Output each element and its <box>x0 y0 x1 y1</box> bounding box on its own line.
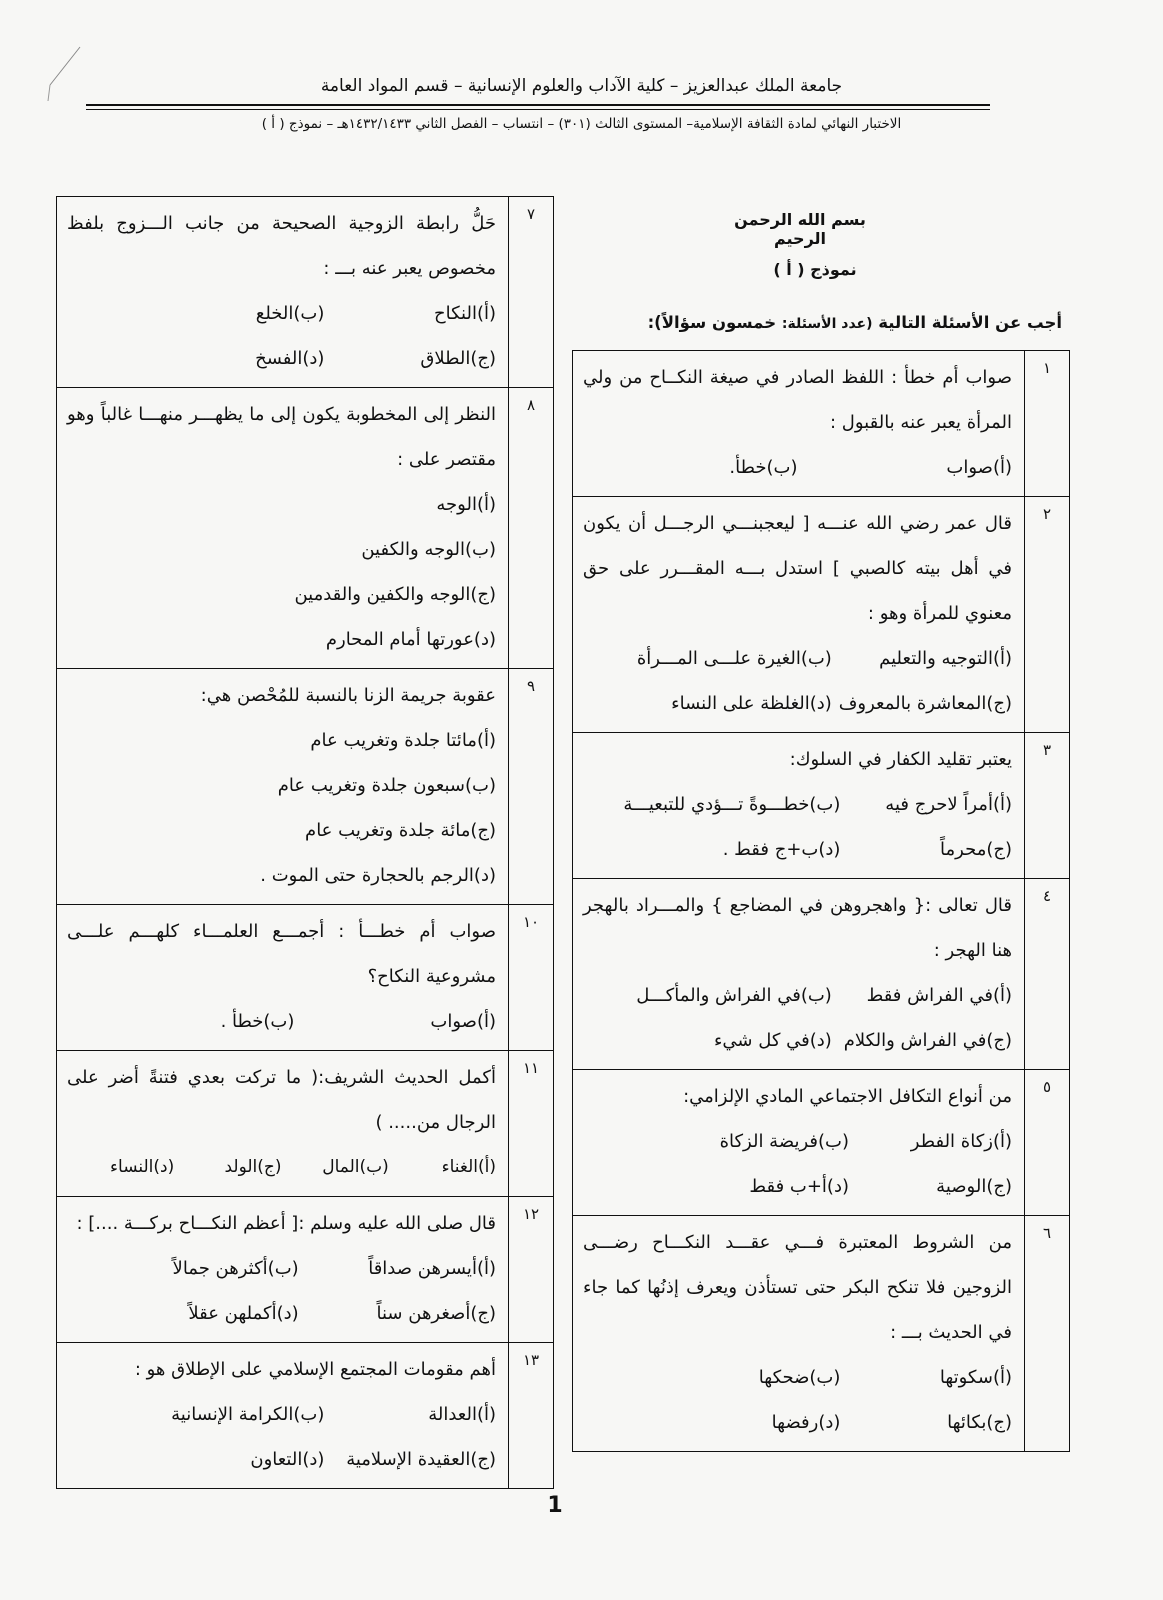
option: (د)رفضها <box>771 1412 841 1433</box>
option: (ج)الوصية <box>936 1176 1012 1197</box>
question-row <box>573 351 1070 497</box>
question-number: ١١ <box>509 1051 554 1197</box>
question-count-value: خمسون سؤالاً): <box>647 313 777 332</box>
question-body <box>57 905 509 1051</box>
option: (أ)أيسرهن صداقاً <box>368 1258 496 1279</box>
question-number: ٩ <box>509 669 554 905</box>
question-number: ١٣ <box>509 1343 554 1489</box>
question-options <box>583 1119 1012 1209</box>
option: (د)الرجم بالحجارة حتى الموت . <box>260 865 496 886</box>
option: (ب)خطأ. <box>729 457 798 478</box>
question-options <box>67 999 496 1044</box>
option: (أ)زكاة الفطر <box>910 1131 1012 1152</box>
question-body <box>57 388 509 669</box>
option: (ب)أكثرهن جمالاً <box>172 1258 299 1279</box>
question-row <box>573 1216 1070 1452</box>
scan-mark <box>20 45 90 105</box>
option: (ج)مائة جلدة وتغريب عام <box>305 820 496 841</box>
question-number: ٢ <box>1025 497 1070 733</box>
option: (أ)العدالة <box>428 1404 496 1425</box>
option: (أ)التوجيه والتعليم <box>879 648 1012 669</box>
question-row <box>573 497 1070 733</box>
question-text: صواب أم خطأ : اللفظ الصادر في صيغة النكــاح من ولي المرأة يعبر عنه بالقبول : <box>583 367 1012 433</box>
question-body <box>573 1216 1025 1452</box>
question-text: عقوبة جريمة الزنا بالنسبة للمُحْصن هي: <box>200 685 496 706</box>
question-row <box>573 879 1070 1070</box>
option: (ج)المعاشرة بالمعروف <box>838 693 1012 714</box>
option: (ج)الطلاق <box>420 348 496 369</box>
question-row <box>57 388 554 669</box>
question-options <box>583 636 1012 726</box>
question-text: قال عمر رضي الله عنـــه [ ليعجبنـــي الرجـــل أن يكون في أهل بيته كالصبي ] استدل بـــه المقـــرر على حق معنوي للمرأة وهو : <box>583 513 1012 624</box>
question-options <box>67 1392 496 1482</box>
question-options <box>67 291 496 381</box>
option: (ج)محرماً <box>940 839 1012 860</box>
question-body <box>573 733 1025 879</box>
question-text: قال تعالى :{ واهجروهن في المضاجع } والمـــراد بالهجر هنا الهجر : <box>583 895 1012 961</box>
instruction <box>600 313 1062 332</box>
question-options <box>67 718 496 898</box>
option: (ب)سبعون جلدة وتغريب عام <box>277 775 496 796</box>
question-text: أكمل الحديث الشريف:( ما تركت بعدي فتنةً أضر على الرجال من..... ) <box>67 1067 496 1133</box>
question-number: ٦ <box>1025 1216 1070 1452</box>
option: (ب)الكرامة الإنسانية <box>171 1404 325 1425</box>
question-options <box>67 1246 496 1336</box>
question-body <box>57 1343 509 1489</box>
question-body <box>573 879 1025 1070</box>
option: (د)أكملهن عقلاً <box>188 1303 299 1324</box>
question-body <box>57 1197 509 1343</box>
question-row <box>57 197 554 388</box>
option: (أ)في الفراش فقط <box>866 985 1012 1006</box>
question-text: صواب أم خطـــأ : أجمـــع العلمـــاء كلهـــم علـــى مشروعية النكاح؟ <box>67 921 496 987</box>
option: (د)الغلظة على النساء <box>671 693 832 714</box>
question-number: ١ <box>1025 351 1070 497</box>
option: (ج)بكائها <box>947 1412 1012 1433</box>
option: (ب)الخلع <box>255 303 325 324</box>
question-text: النظر إلى المخطوبة يكون إلى ما يظهـــر منهـــا غالباً وهو مقتصر على : <box>67 404 496 470</box>
option: (ج)الولد <box>224 1157 282 1177</box>
option: (ج)الوجه والكفين والقدمين <box>294 584 496 605</box>
question-number: ١٢ <box>509 1197 554 1343</box>
question-text: قال صلى الله عليه وسلم :[ أعظم النكـــاح بركـــة ....] : <box>76 1213 496 1234</box>
question-body <box>573 351 1025 497</box>
questions-table-right <box>572 350 1070 1452</box>
option: (أ)النكاح <box>433 303 496 324</box>
question-options <box>67 482 496 662</box>
question-options <box>583 445 1012 490</box>
question-text: من أنواع التكافل الاجتماعي المادي الإلزامي: <box>683 1086 1012 1107</box>
option: (أ)الغناء <box>441 1157 496 1177</box>
option: (ب)خطأ . <box>220 1011 295 1032</box>
question-row <box>57 669 554 905</box>
question-text: حَلُّ رابطة الزوجية الصحيحة من جانب الـــزوج بلفظ مخصوص يعبر عنه بـــ : <box>67 213 496 279</box>
question-options <box>67 1145 496 1190</box>
question-options <box>583 1355 1012 1445</box>
option: (أ)الوجه <box>436 494 496 515</box>
question-body <box>573 497 1025 733</box>
exam-header: الاختبار النهائي لمادة الثقافة الإسلامية– المستوى الثالث (٣٠١) – انتساب – الفصل الثاني ١٤٣٢/١٤٣٣هـ – نموذج ( أ ) <box>261 116 902 132</box>
question-row <box>57 1197 554 1343</box>
question-number: ٥ <box>1025 1070 1070 1216</box>
option: (ب)في الفراش والمأكـــل <box>636 985 832 1006</box>
question-body <box>57 1051 509 1197</box>
question-text: أهم مقومات المجتمع الإسلامي على الإطلاق هو : <box>134 1359 496 1380</box>
option: (ج)العقيدة الإسلامية <box>346 1449 496 1470</box>
question-row <box>573 1070 1070 1216</box>
question-row <box>57 1051 554 1197</box>
option: (د)ب+ج فقط . <box>722 839 841 860</box>
university-header: جامعة الملك عبدالعزيز – كلية الآداب والعلوم الإنسانية – قسم المواد العامة <box>320 76 843 96</box>
model-label: نموذج ( أ ) <box>773 260 857 279</box>
option: (د)في كل شيء <box>713 1030 832 1051</box>
question-row <box>57 1343 554 1489</box>
option: (ب)فريضة الزكاة <box>719 1131 849 1152</box>
question-row <box>573 733 1070 879</box>
question-text: من الشروط المعتبرة فـــي عقـــد النكـــاح رضـــى الزوجين فلا تنكح البكر حتى تستأذن ويعرف إذنُها كما جاء في الحديث بـــ : <box>583 1232 1012 1343</box>
option: (أ)صواب <box>946 457 1012 478</box>
question-count-label: (عدد الأسئلة: <box>781 316 873 332</box>
question-options <box>583 782 1012 872</box>
option: (أ)صواب <box>430 1011 496 1032</box>
page-number: 1 <box>547 1493 563 1518</box>
option: (ج)أصغرهن سناً <box>376 1303 496 1324</box>
question-number: ١٠ <box>509 905 554 1051</box>
option: (ب)الوجه والكفين <box>361 539 496 560</box>
option: (ب)ضحكها <box>758 1367 841 1388</box>
questions-table-left <box>56 196 554 1489</box>
question-options <box>583 973 1012 1063</box>
option: (ب)الغيرة علـــى المـــرأة <box>636 648 832 669</box>
question-body <box>57 197 509 388</box>
option: (د)النساء <box>110 1157 175 1177</box>
question-number: ٤ <box>1025 879 1070 1070</box>
option: (ب)خطـــوةً تـــؤدي للتبعيـــة <box>623 794 841 815</box>
question-body <box>57 669 509 905</box>
header-rule-thin <box>86 109 990 110</box>
option: (د)التعاون <box>250 1449 325 1470</box>
option: (د)عورتها أمام المحارم <box>325 629 496 650</box>
option: (د)الفسخ <box>255 348 325 369</box>
question-number: ٣ <box>1025 733 1070 879</box>
option: (ب)المال <box>322 1157 389 1177</box>
option: (أ)سكوتها <box>939 1367 1012 1388</box>
question-row <box>57 905 554 1051</box>
question-body <box>573 1070 1025 1216</box>
header-rule-thick <box>86 104 990 106</box>
question-number: ٨ <box>509 388 554 669</box>
option: (أ)مائتا جلدة وتغريب عام <box>310 730 496 751</box>
question-text: يعتبر تقليد الكفار في السلوك: <box>789 749 1012 770</box>
bismillah: بسم الله الرحمن الرحيم <box>734 210 866 248</box>
option: (د)أ+ب فقط <box>749 1176 849 1197</box>
question-number: ٧ <box>509 197 554 388</box>
option: (ج)في الفراش والكلام <box>843 1030 1012 1051</box>
instruction-text: أجب عن الأسئلة التالية <box>878 313 1062 332</box>
option: (أ)أمراً لاحرج فيه <box>885 794 1012 815</box>
